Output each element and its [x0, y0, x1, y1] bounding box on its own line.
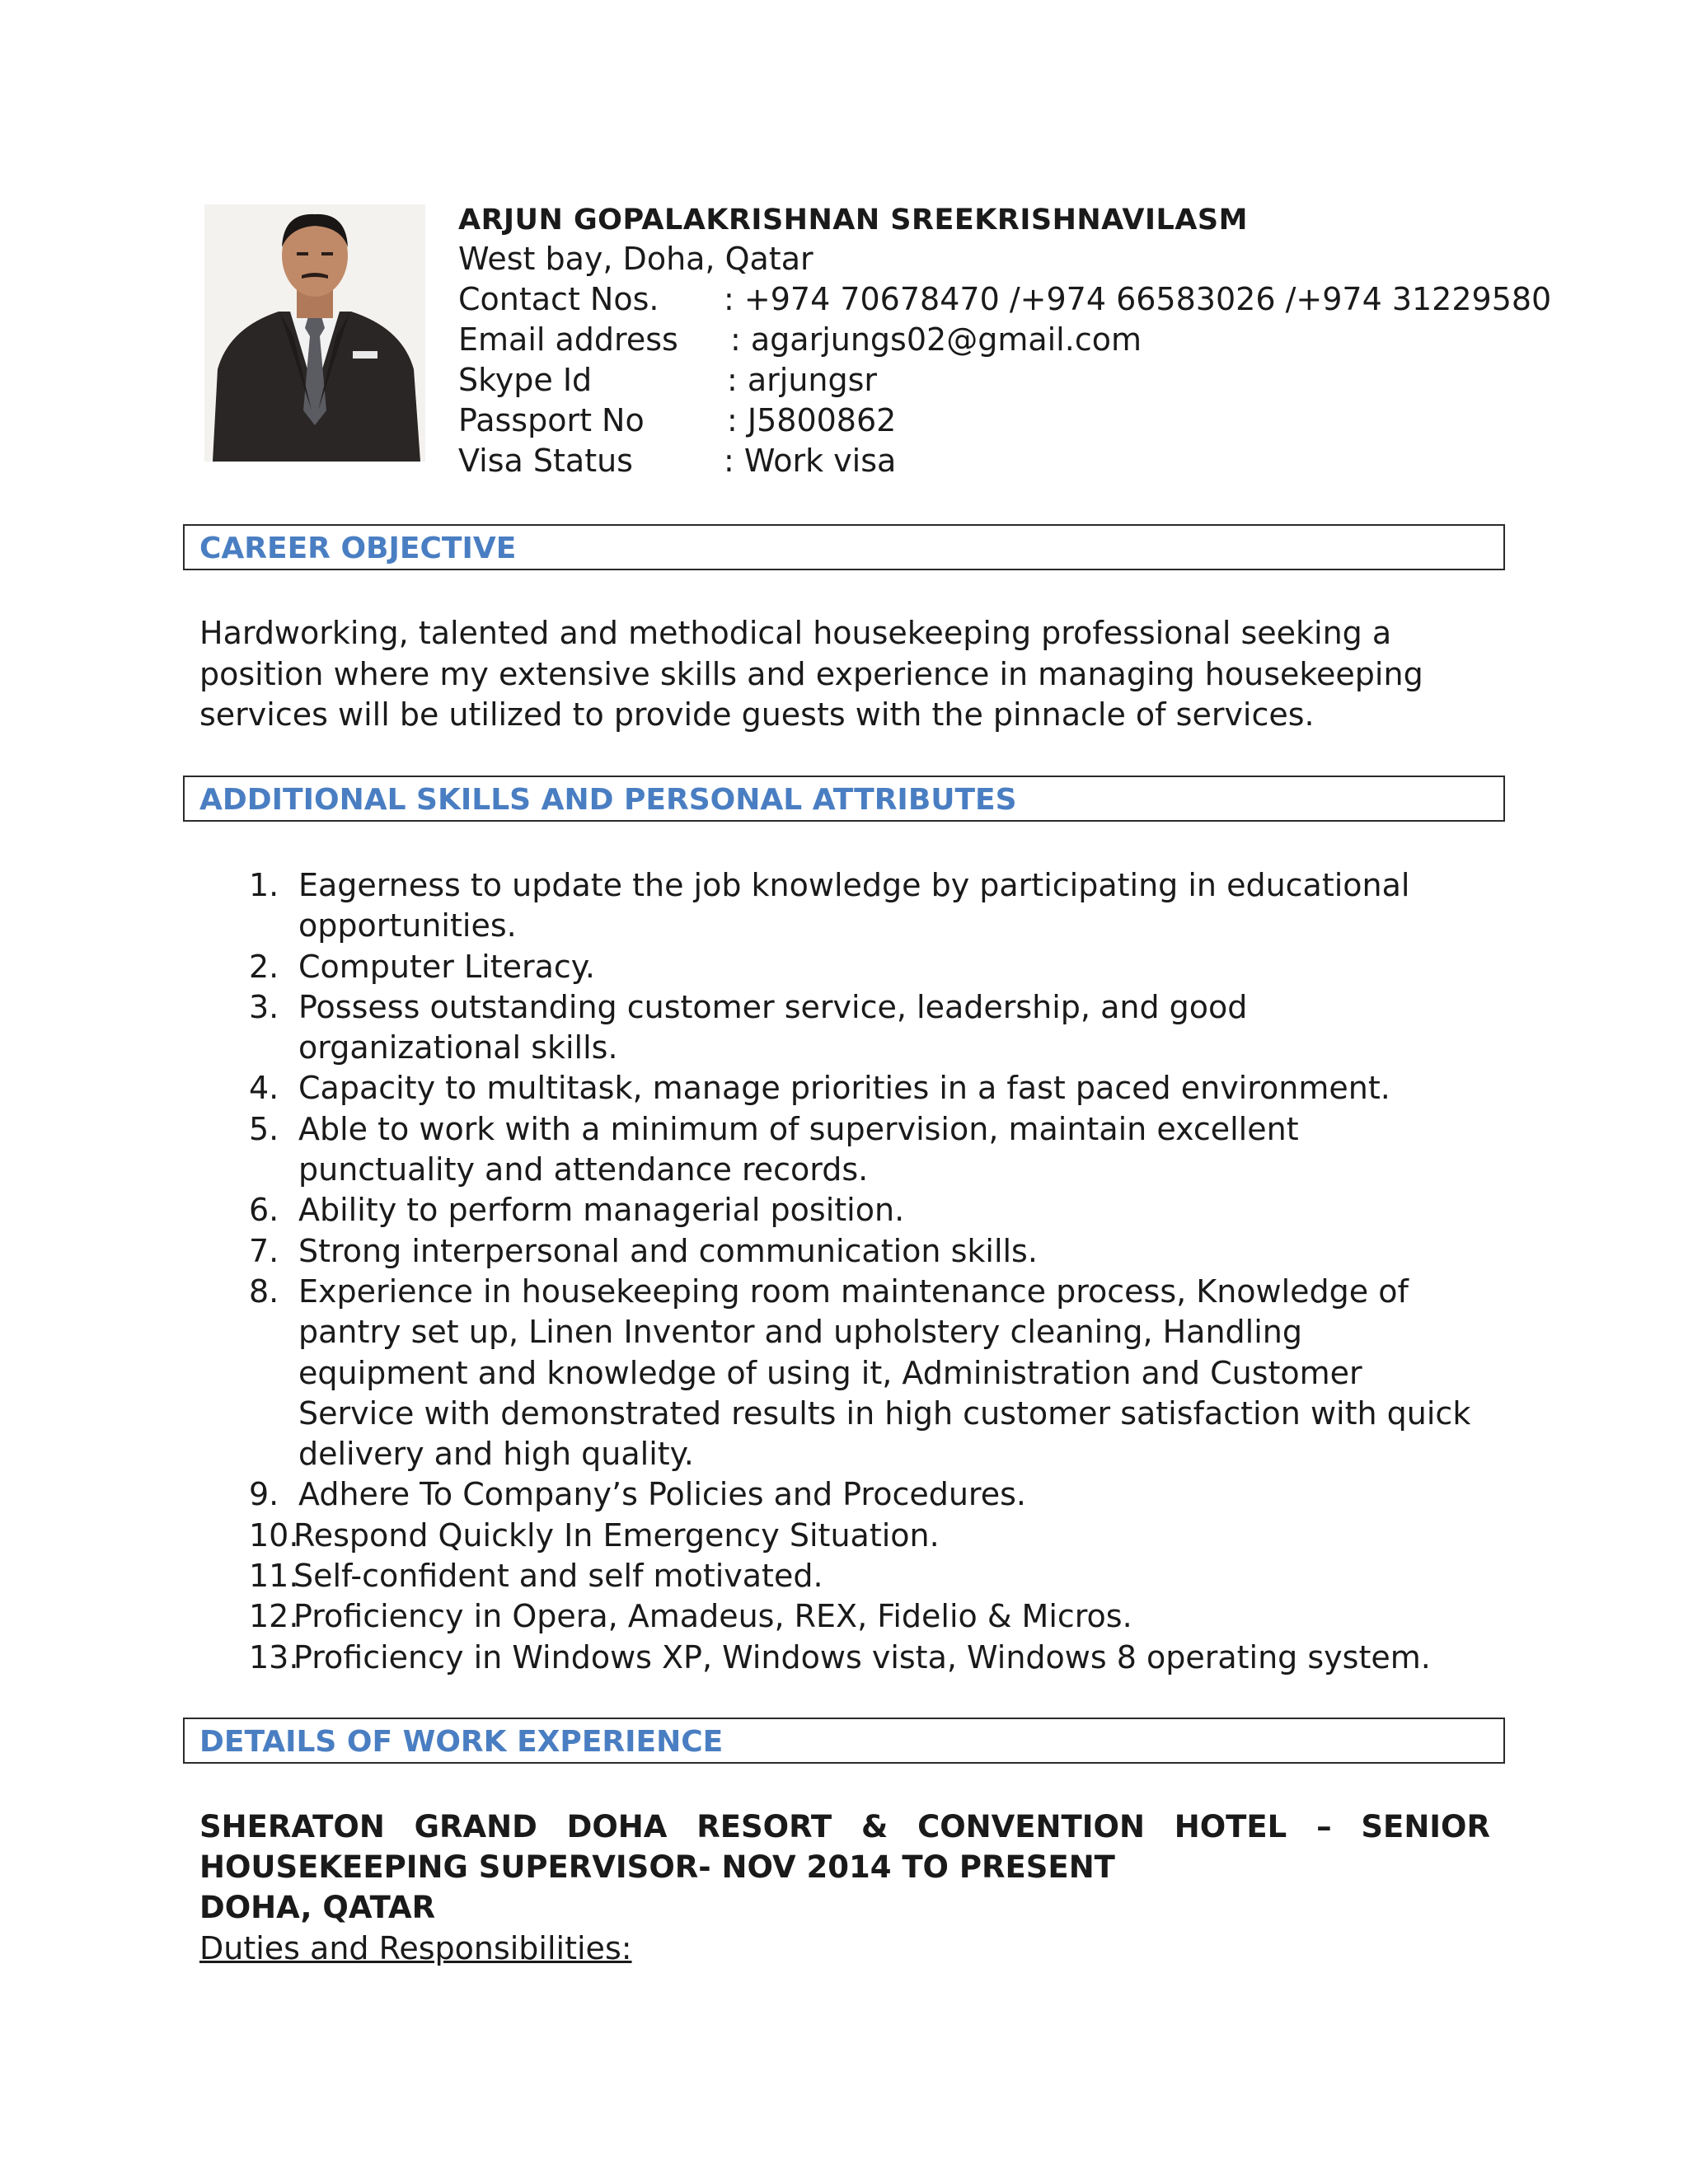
- job-location: DOHA, QATAR: [199, 1890, 436, 1925]
- objective-line: services will be utilized to provide guests with the pinnacle of services.: [199, 696, 1315, 733]
- job-heading: [199, 1807, 1490, 1928]
- skill-item: [199, 947, 1535, 987]
- skill-text-line: Ability to perform managerial position.: [298, 1192, 905, 1229]
- skill-number: 1.: [249, 867, 279, 903]
- skill-text-line: Able to work with a minimum of supervision, maintain excellent: [298, 1110, 1299, 1147]
- skill-text-line: organizational skills.: [298, 1029, 618, 1066]
- career-objective-header: [183, 524, 1505, 570]
- skill-number: 11.: [249, 1558, 299, 1595]
- experience-title: DETAILS OF WORK EXPERIENCE: [199, 1725, 724, 1759]
- skill-item: [199, 1190, 1535, 1230]
- skill-item: [199, 1596, 1535, 1637]
- contact-numbers-label: Contact Nos.: [458, 281, 659, 317]
- objective-line: position where my extensive skills and experience in managing housekeeping: [199, 655, 1423, 692]
- skill-text-line: Possess outstanding customer service, leadership, and good: [298, 988, 1248, 1025]
- skill-text-line: Service with demonstrated results in high customer satisfaction with quick: [298, 1394, 1471, 1432]
- skill-text-line: equipment and knowledge of using it, Administration and Customer: [298, 1354, 1362, 1391]
- skill-item: [199, 987, 1535, 1069]
- skill-item: [199, 1516, 1535, 1556]
- skill-text-line: delivery and high quality.: [298, 1436, 694, 1473]
- experience-header: [183, 1718, 1505, 1764]
- skill-number: 13.: [249, 1638, 299, 1675]
- skill-number: 6.: [249, 1192, 279, 1229]
- profile-photo: [204, 204, 425, 462]
- skill-item: [199, 1638, 1535, 1678]
- skill-number: 10.: [249, 1516, 299, 1554]
- email-label: Email address: [458, 321, 678, 358]
- job-heading-word: SENIOR: [1361, 1809, 1490, 1844]
- skill-text-line: Adhere To Company’s Policies and Procedures.: [298, 1476, 1026, 1513]
- skill-text-line: Proficiency in Opera, Amadeus, REX, Fidelio & Micros.: [293, 1598, 1132, 1635]
- skill-text-line: Strong interpersonal and communication skills.: [298, 1232, 1038, 1269]
- skill-number: 8.: [249, 1272, 279, 1310]
- skill-text-line: Capacity to multitask, manage priorities in a fast paced environment.: [298, 1070, 1390, 1107]
- skill-text-line: Eagerness to update the job knowledge by participating in educational: [298, 867, 1410, 903]
- job-heading-word: CONVENTION: [917, 1809, 1145, 1844]
- skill-number: 12.: [249, 1598, 299, 1635]
- job-heading-word: GRAND: [414, 1809, 537, 1844]
- skill-number: 3.: [249, 988, 279, 1025]
- duties-label: Duties and Responsibilities:: [199, 1930, 632, 1966]
- candidate-name: ARJUN GOPALAKRISHNAN SREEKRISHNAVILASM: [458, 204, 1248, 237]
- skill-item: [199, 865, 1535, 947]
- skill-item: [199, 1556, 1535, 1596]
- skill-text-line: Respond Quickly In Emergency Situation.: [293, 1516, 940, 1554]
- job-heading-word: –: [1316, 1809, 1332, 1844]
- skills-title: ADDITIONAL SKILLS AND PERSONAL ATTRIBUTES: [199, 783, 1017, 817]
- skill-item: [199, 1068, 1535, 1108]
- job-heading-line-2: HOUSEKEEPING SUPERVISOR- NOV 2014 TO PRESENT: [199, 1849, 1115, 1885]
- skill-text-line: Proficiency in Windows XP, Windows vista, Windows 8 operating system.: [293, 1638, 1431, 1675]
- objective-line: Hardworking, talented and methodical housekeeping professional seeking a: [199, 615, 1392, 651]
- skills-list: [199, 865, 1535, 1678]
- career-objective-text: [199, 613, 1518, 736]
- visa-label: Visa Status: [458, 443, 633, 479]
- skill-text-line: opportunities.: [298, 907, 517, 944]
- skill-item: [199, 1109, 1535, 1191]
- skill-number: 7.: [249, 1232, 279, 1269]
- skill-text-line: Self-confident and self motivated.: [293, 1558, 823, 1595]
- skill-number: 4.: [249, 1070, 279, 1107]
- passport-value: : J5800862: [727, 402, 897, 438]
- skill-number: 5.: [249, 1110, 279, 1147]
- skills-header: [183, 776, 1505, 822]
- skill-item: [199, 1474, 1535, 1515]
- skill-text-line: Experience in housekeeping room maintenance process, Knowledge of: [298, 1272, 1409, 1310]
- job-heading-word: SHERATON: [199, 1809, 385, 1844]
- skill-text-line: pantry set up, Linen Inventor and upholstery cleaning, Handling: [298, 1314, 1302, 1351]
- job-heading-word: &: [860, 1809, 889, 1844]
- contact-numbers-value: : +974 70678470 /+974 66583026 /+974 31229580: [724, 281, 1552, 317]
- skill-item: [199, 1272, 1535, 1474]
- skype-label: Skype Id: [458, 362, 593, 398]
- address: West bay, Doha, Qatar: [458, 241, 814, 277]
- skill-text-line: Computer Literacy.: [298, 948, 595, 985]
- job-heading-word: RESORT: [696, 1809, 832, 1844]
- visa-value: : Work visa: [724, 443, 897, 479]
- skill-text-line: punctuality and attendance records.: [298, 1151, 869, 1188]
- email-value: : agarjungs02@gmail.com: [730, 321, 1142, 358]
- passport-label: Passport No: [458, 402, 645, 438]
- career-objective-title: CAREER OBJECTIVE: [199, 532, 517, 565]
- skill-number: 2.: [249, 948, 279, 985]
- job-heading-word: HOTEL: [1174, 1809, 1287, 1844]
- skill-item: [199, 1231, 1535, 1272]
- skill-number: 9.: [249, 1476, 279, 1513]
- job-heading-line-1: [199, 1807, 1490, 1847]
- job-heading-word: DOHA: [566, 1809, 668, 1844]
- skype-value: : arjungsr: [727, 362, 878, 398]
